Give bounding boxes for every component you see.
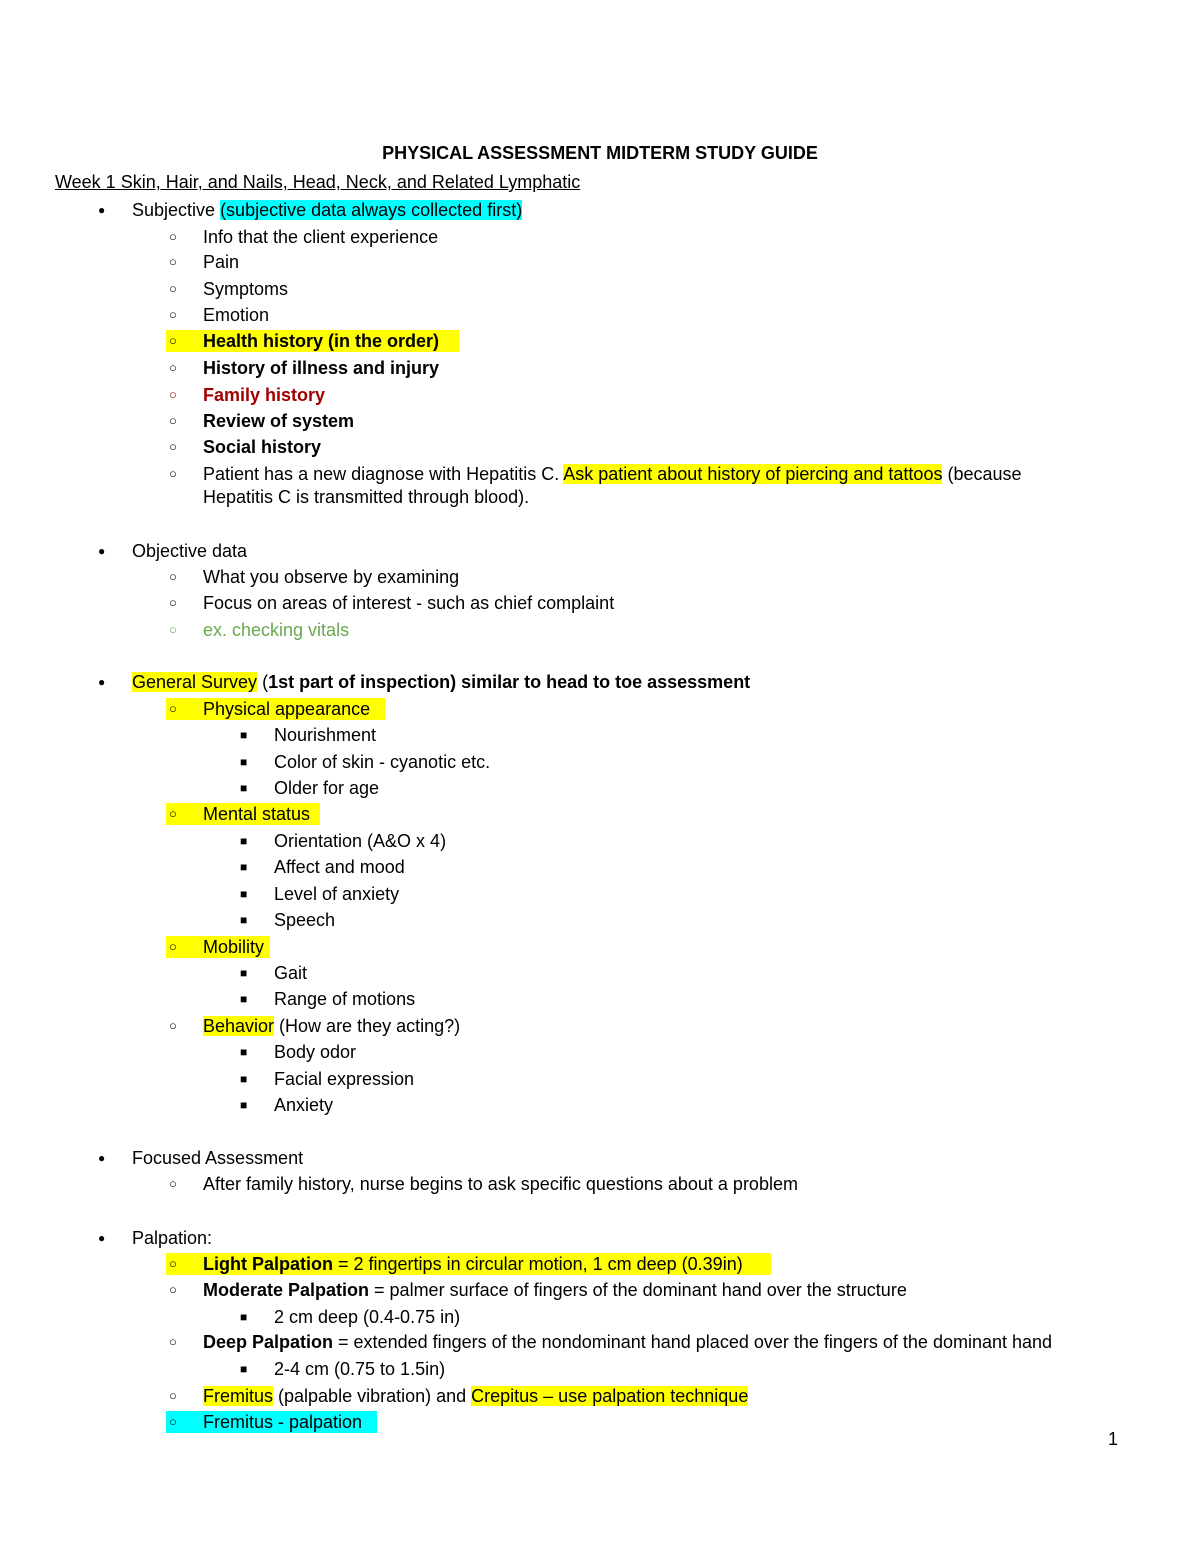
circle-bullet-icon: ○ <box>169 387 177 402</box>
hepatitis-text: Patient has a new diagnose with Hepatitis C. <box>203 464 564 484</box>
circle-bullet-icon: ○ <box>169 307 177 322</box>
physical-appearance-item: Physical appearance <box>203 699 371 719</box>
focused-label: Focused Assessment <box>132 1148 304 1168</box>
bullet-icon: ● <box>98 1151 106 1165</box>
square-bullet-icon: ■ <box>240 1362 248 1376</box>
circle-bullet-icon: ○ <box>169 413 177 428</box>
page-number: 1 <box>1108 1429 1119 1449</box>
list-item: Info that the client experience <box>203 227 439 247</box>
circle-bullet-icon: ○ <box>169 281 177 296</box>
mobility-item: Mobility <box>203 937 265 957</box>
square-bullet-icon: ■ <box>240 992 248 1006</box>
week-heading: Week 1 Skin, Hair, and Nails, Head, Neck, and Related Lymphatic <box>55 172 581 192</box>
mental-status-item: Mental status <box>203 804 311 824</box>
circle-bullet-icon: ○ <box>169 466 177 481</box>
circle-bullet-icon: ○ <box>169 1388 177 1403</box>
circle-bullet-icon: ○ <box>169 701 177 716</box>
square-bullet-icon: ■ <box>240 728 248 742</box>
list-item: Range of motions <box>274 989 416 1009</box>
subjective-item <box>132 199 522 221</box>
circle-bullet-icon: ○ <box>169 622 177 637</box>
bullet-icon: ● <box>98 203 106 217</box>
bullet-icon: ● <box>98 675 106 689</box>
circle-bullet-icon: ○ <box>169 569 177 584</box>
behavior-note: (How are they acting?) <box>274 1016 461 1036</box>
square-bullet-icon: ■ <box>240 966 248 980</box>
square-bullet-icon: ■ <box>240 755 248 769</box>
list-item: Color of skin - cyanotic etc. <box>274 752 491 772</box>
bullet-icon: ● <box>98 544 106 558</box>
fremitus-label: Fremitus <box>203 1386 274 1406</box>
square-bullet-icon: ■ <box>240 1098 248 1112</box>
list-item: Pain <box>203 252 240 272</box>
circle-bullet-icon: ○ <box>169 1282 177 1297</box>
example-item: ex. checking vitals <box>203 620 350 640</box>
health-history-item: Health history (in the order) <box>203 331 440 351</box>
square-bullet-icon: ■ <box>240 1045 248 1059</box>
list-item: Affect and mood <box>274 857 405 877</box>
list-item: Emotion <box>203 305 270 325</box>
moderate-palpation-item <box>203 1279 907 1301</box>
list-item: Anxiety <box>274 1095 334 1115</box>
page-title: PHYSICAL ASSESSMENT MIDTERM STUDY GUIDE <box>382 143 818 163</box>
list-item: After family history, nurse begins to ask specific questions about a problem <box>203 1174 798 1194</box>
square-bullet-icon: ■ <box>240 887 248 901</box>
list-item: Symptoms <box>203 279 289 299</box>
general-survey-label: General Survey <box>132 672 258 692</box>
deep-palpation-term: Deep Palpation <box>203 1332 334 1352</box>
hepatitis-continued: Hepatitis C is transmitted through blood). <box>203 487 530 507</box>
circle-bullet-icon: ○ <box>169 1176 177 1191</box>
deep-palpation-item <box>203 1331 1052 1353</box>
circle-bullet-icon: ○ <box>169 1018 177 1033</box>
circle-bullet-icon: ○ <box>169 360 177 375</box>
circle-bullet-icon: ○ <box>169 254 177 269</box>
list-item: Nourishment <box>274 725 377 745</box>
history-illness-item: History of illness and injury <box>203 358 440 378</box>
moderate-palpation-def: = palmer surface of fingers of the dominant hand over the structure <box>369 1280 907 1300</box>
circle-bullet-icon: ○ <box>169 1414 177 1429</box>
crepitus-label: Crepitus – use palpation technique <box>471 1386 749 1406</box>
square-bullet-icon: ■ <box>240 1072 248 1086</box>
list-item: Level of anxiety <box>274 884 400 904</box>
list-item: Gait <box>274 963 308 983</box>
list-item: Focus on areas of interest - such as chief complaint <box>203 593 615 613</box>
square-bullet-icon: ■ <box>240 913 248 927</box>
circle-bullet-icon: ○ <box>169 595 177 610</box>
palpation-label: Palpation: <box>132 1228 213 1248</box>
list-item: Older for age <box>274 778 380 798</box>
general-survey-item <box>132 671 750 693</box>
subjective-note: (subjective data always collected first) <box>220 200 523 220</box>
list-item: Orientation (A&O x 4) <box>274 831 447 851</box>
square-bullet-icon: ■ <box>240 860 248 874</box>
fremitus-crepitus-item <box>203 1385 748 1407</box>
square-bullet-icon: ■ <box>240 1310 248 1324</box>
general-survey-paren: ( <box>257 672 269 692</box>
behavior-item <box>203 1015 460 1037</box>
square-bullet-icon: ■ <box>240 834 248 848</box>
general-survey-rest: 1st part of inspection) similar to head to toe assessment <box>268 672 751 692</box>
circle-bullet-icon: ○ <box>169 1256 177 1271</box>
list-item: Body odor <box>274 1042 357 1062</box>
circle-bullet-icon: ○ <box>169 806 177 821</box>
fremitus-mid: (palpable vibration) and <box>273 1386 472 1406</box>
square-bullet-icon: ■ <box>240 781 248 795</box>
deep-palpation-def: = extended fingers of the nondominant hand placed over the fingers of the dominant hand <box>333 1332 1053 1352</box>
circle-bullet-icon: ○ <box>169 229 177 244</box>
social-history-item: Social history <box>203 437 322 457</box>
hepatitis-highlight: Ask patient about history of piercing and tattoos <box>563 464 943 484</box>
list-item: 2 cm deep (0.4-0.75 in) <box>274 1307 461 1327</box>
light-palpation-term: Light Palpation <box>203 1254 333 1274</box>
light-palpation-item <box>203 1253 743 1275</box>
circle-bullet-icon: ○ <box>169 333 177 348</box>
family-history-item: Family history <box>203 385 326 405</box>
moderate-palpation-term: Moderate Palpation <box>203 1280 370 1300</box>
subjective-label: Subjective <box>132 200 221 220</box>
behavior-label: Behavior <box>203 1016 275 1036</box>
list-item: 2-4 cm (0.75 to 1.5in) <box>274 1359 446 1379</box>
light-palpation-def: = 2 fingertips in circular motion, 1 cm deep (0.39in) <box>333 1254 743 1274</box>
objective-label: Objective data <box>132 541 248 561</box>
circle-bullet-icon: ○ <box>169 439 177 454</box>
list-item: Facial expression <box>274 1069 415 1089</box>
list-item: What you observe by examining <box>203 567 460 587</box>
hepatitis-item <box>203 463 1022 485</box>
circle-bullet-icon: ○ <box>169 939 177 954</box>
list-item: Speech <box>274 910 336 930</box>
fremitus-palpation-item: Fremitus - palpation <box>203 1412 363 1432</box>
circle-bullet-icon: ○ <box>169 1334 177 1349</box>
review-system-item: Review of system <box>203 411 355 431</box>
hepatitis-because: (because <box>942 464 1022 484</box>
bullet-icon: ● <box>98 1231 106 1245</box>
